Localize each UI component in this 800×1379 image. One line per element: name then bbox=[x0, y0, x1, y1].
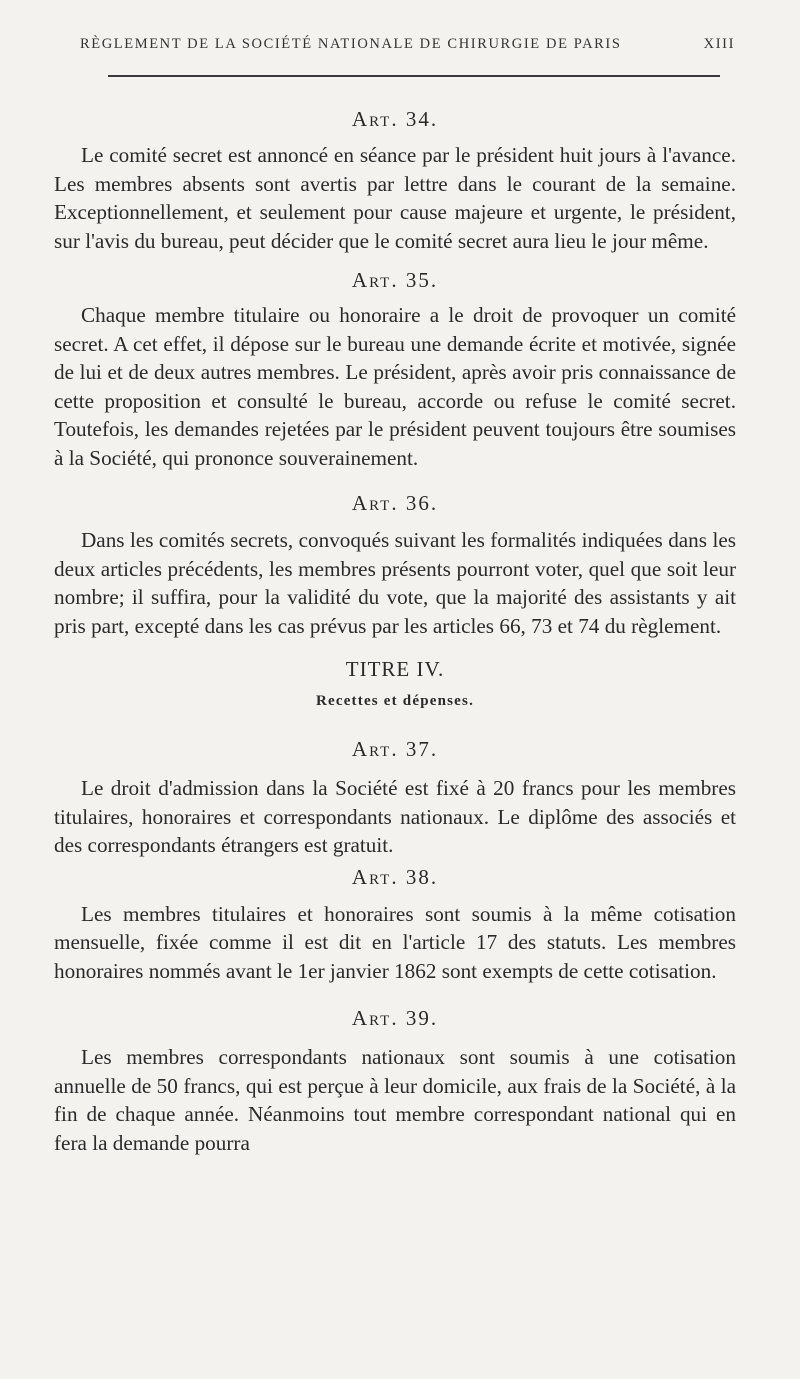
page-body bbox=[54, 104, 736, 1157]
article-heading-34: Art. 34. bbox=[351, 107, 439, 131]
article-text-37: Le droit d'admission dans la Société est fixé à 20 francs pour les membres titulaires, honoraires et correspondants nationaux. Le diplôme des associés et des correspondants étrangers est gratuit. bbox=[54, 776, 736, 857]
article-text-34: Le comité secret est annoncé en séance par le président huit jours à l'avance. Les membres absents sont avertis par lettre dans le courant de la semaine. Exceptionnellement, et seulement pour cause majeure et urgente, le président, sur l'avis du bureau, peut décider que le comité secret aura lieu le jour même. bbox=[54, 143, 736, 253]
article-heading-38: Art. 38. bbox=[351, 864, 439, 889]
section-title: TITRE IV. bbox=[345, 657, 445, 681]
article-text-35: Chaque membre titulaire ou honoraire a le droit de provoquer un comité secret. A cet effet, il dépose sur le bureau une demande écrite et motivée, signée de lui et de deux autres membres. Le président, après avoir pris connaissance de cette proposition et consulté le bureau, accorde ou refuse le comité secret. Toutefois, les demandes rejetées par le président peuvent toujours être soumises à la Société, qui prononce souverainement. bbox=[54, 303, 736, 470]
running-title: RÈGLEMENT DE LA SOCIÉTÉ NATIONALE DE CHIRURGIE DE PARIS bbox=[80, 36, 622, 52]
article-heading-37: Art. 37. bbox=[351, 737, 439, 761]
page-number: XIII bbox=[703, 36, 735, 52]
article-heading-35: Art. 35. bbox=[351, 268, 439, 292]
article-text-39: Les membres correspondants nationaux sont soumis à une cotisation annuelle de 50 francs, qui est perçue à leur domicile, aux frais de la Société, à la fin de chaque année. Néanmoins tout membre correspondant national qui en fera la demande pourra bbox=[54, 1045, 736, 1155]
article-text-36: Dans les comités secrets, convoqués suivant les formalités indiquées dans les deux articles précédents, les membres présents pourront voter, quel que soit leur nombre; il suffira, pour la validité du vote, que la majorité des assistants y ait pris part, excepté dans les cas prévus par les articles 66, 73 et 74 du règlement. bbox=[54, 528, 736, 638]
section-subtitle: Recettes et dépenses. bbox=[315, 693, 475, 709]
header-rule bbox=[108, 75, 720, 77]
running-header bbox=[80, 36, 735, 53]
article-heading-36: Art. 36. bbox=[351, 491, 439, 515]
article-text-38: Les membres titulaires et honoraires sont soumis à la même cotisation mensuelle, fixée comme il est dit en l'article 17 des statuts. Les membres honoraires nommés avant le 1er janvier 1862 sont exempts de cette cotisation. bbox=[54, 901, 736, 983]
article-heading-39: Art. 39. bbox=[351, 1006, 439, 1030]
